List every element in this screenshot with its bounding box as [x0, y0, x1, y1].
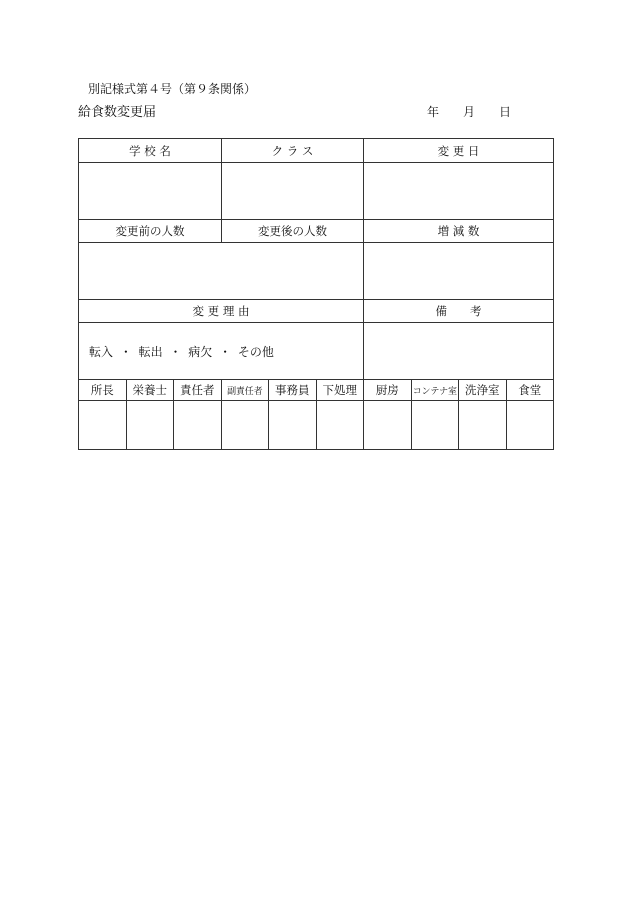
stamp-cell[interactable]	[316, 401, 364, 450]
date-year-label: 年	[427, 105, 440, 119]
cell-remarks[interactable]	[364, 323, 554, 380]
cell-counts[interactable]	[79, 243, 364, 300]
stamp-cell[interactable]	[506, 401, 554, 450]
stamp-cell[interactable]	[411, 401, 459, 450]
stamp-header-clerk: 事務員	[269, 380, 317, 401]
stamp-header-nutritionist: 栄養士	[126, 380, 174, 401]
stamp-header-kitchen: 厨房	[364, 380, 412, 401]
header-count-after: 変更後の人数	[222, 220, 364, 243]
stamp-header-director: 所長	[79, 380, 127, 401]
stamp-cell[interactable]	[364, 401, 412, 450]
header-school-name: 学 校 名	[79, 139, 222, 163]
stamp-header-manager: 責任者	[174, 380, 222, 401]
stamp-header-dining: 食堂	[506, 380, 554, 401]
stamp-cell[interactable]	[459, 401, 507, 450]
form-reference: 別記様式第４号（第９条関係）	[88, 82, 257, 96]
stamp-header-washroom: 洗浄室	[459, 380, 507, 401]
header-change-reason: 変 更 理 由	[79, 300, 364, 323]
header-count-before: 変更前の人数	[79, 220, 222, 243]
cell-difference[interactable]	[364, 243, 554, 300]
date-month-label: 月	[463, 105, 476, 119]
change-request-table	[78, 138, 554, 380]
header-class: ク ラ ス	[222, 139, 364, 163]
stamp-header-container-room: コンテナ室	[411, 380, 459, 401]
cell-change-reason[interactable]: 転入 ・ 転出 ・ 病欠 ・ その他	[79, 323, 364, 380]
cell-class[interactable]	[222, 163, 364, 220]
stamp-header-deputy-manager: 副責任者	[221, 380, 269, 401]
form-title: 給食数変更届	[78, 105, 157, 120]
stamp-header-prep: 下処理	[316, 380, 364, 401]
date-day-label: 日	[499, 105, 512, 119]
stamp-cell[interactable]	[126, 401, 174, 450]
stamp-cell[interactable]	[269, 401, 317, 450]
header-difference: 増 減 数	[364, 220, 554, 243]
stamp-cell[interactable]	[221, 401, 269, 450]
cell-school-name[interactable]	[79, 163, 222, 220]
header-change-date: 変 更 日	[364, 139, 554, 163]
cell-change-date[interactable]	[364, 163, 554, 220]
header-remarks: 備 考	[364, 300, 554, 323]
stamp-cell[interactable]	[174, 401, 222, 450]
stamp-cell[interactable]	[79, 401, 127, 450]
approval-stamp-table	[78, 379, 554, 450]
